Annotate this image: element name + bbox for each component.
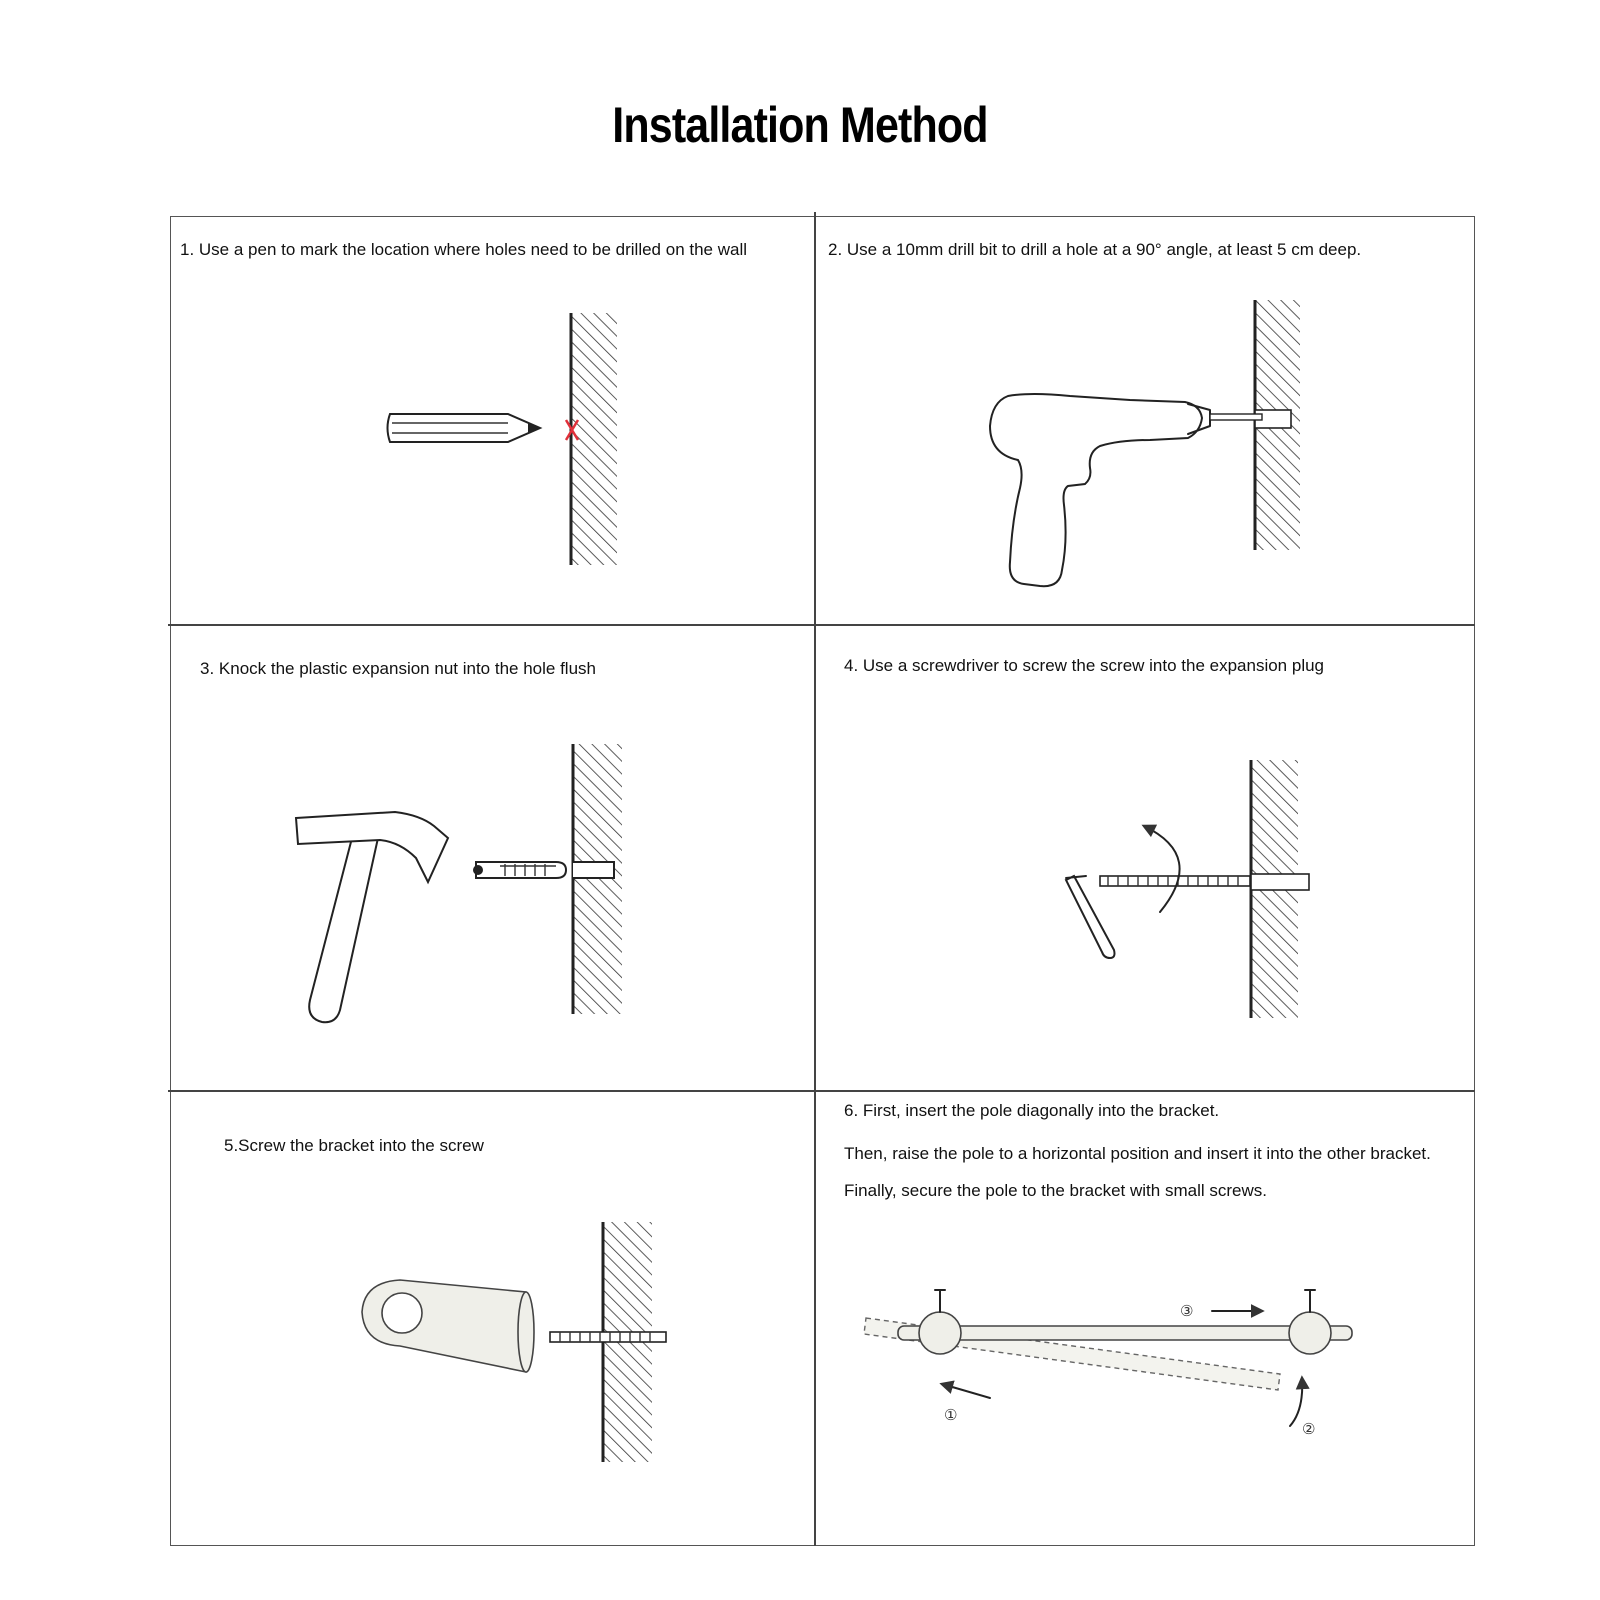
screw-icon	[550, 1332, 666, 1342]
sequence-marker-3: ③	[1180, 1302, 1194, 1320]
sequence-marker-2: ②	[1302, 1420, 1316, 1438]
step-6-line-1: 6. First, insert the pole diagonally into the bracket.	[844, 1101, 1220, 1120]
step-3-text: 3. Knock the plastic expansion nut into the hole flush	[200, 659, 596, 678]
page-title: Installation Method	[612, 97, 988, 153]
sequence-marker-1: ①	[944, 1406, 958, 1424]
drill-icon	[990, 394, 1262, 586]
rotate-arrow-icon	[1144, 826, 1180, 912]
screw-icon	[1100, 876, 1250, 886]
arrow-step-3-icon	[1180, 1302, 1262, 1320]
step-3-illustration	[296, 744, 622, 1022]
screwdriver-icon	[1066, 876, 1115, 958]
bracket-left-icon	[919, 1290, 961, 1354]
arrow-step-1-icon	[942, 1384, 990, 1424]
step-5-text: 5.Screw the bracket into the screw	[224, 1136, 484, 1155]
step-1-illustration	[388, 313, 618, 565]
step-4-text: 4. Use a screwdriver to screw the screw into the expansion plug	[844, 656, 1325, 675]
step-4-illustration	[1066, 760, 1309, 1018]
bracket-right-icon	[1289, 1290, 1331, 1354]
expansion-plug-icon	[473, 862, 566, 878]
step-2-text: 2. Use a 10mm drill bit to drill a hole at a 90° angle, at least 5 cm deep.	[828, 240, 1362, 259]
hammer-icon	[296, 812, 448, 1022]
step-6-illustration	[864, 1290, 1352, 1438]
step-2-illustration	[990, 300, 1300, 586]
step-6-line-3: Finally, secure the pole to the bracket with small screws.	[844, 1181, 1267, 1200]
pencil-icon	[388, 414, 541, 442]
step-5-illustration	[362, 1222, 666, 1462]
pole-icon	[898, 1326, 1352, 1340]
step-1-text: 1. Use a pen to mark the location where holes need to be drilled on the wall	[180, 240, 748, 259]
step-6-line-2: Then, raise the pole to a horizontal position and insert it into the other bracket.	[844, 1144, 1431, 1163]
arrow-step-2-icon	[1290, 1378, 1315, 1438]
bracket-icon	[362, 1280, 534, 1372]
